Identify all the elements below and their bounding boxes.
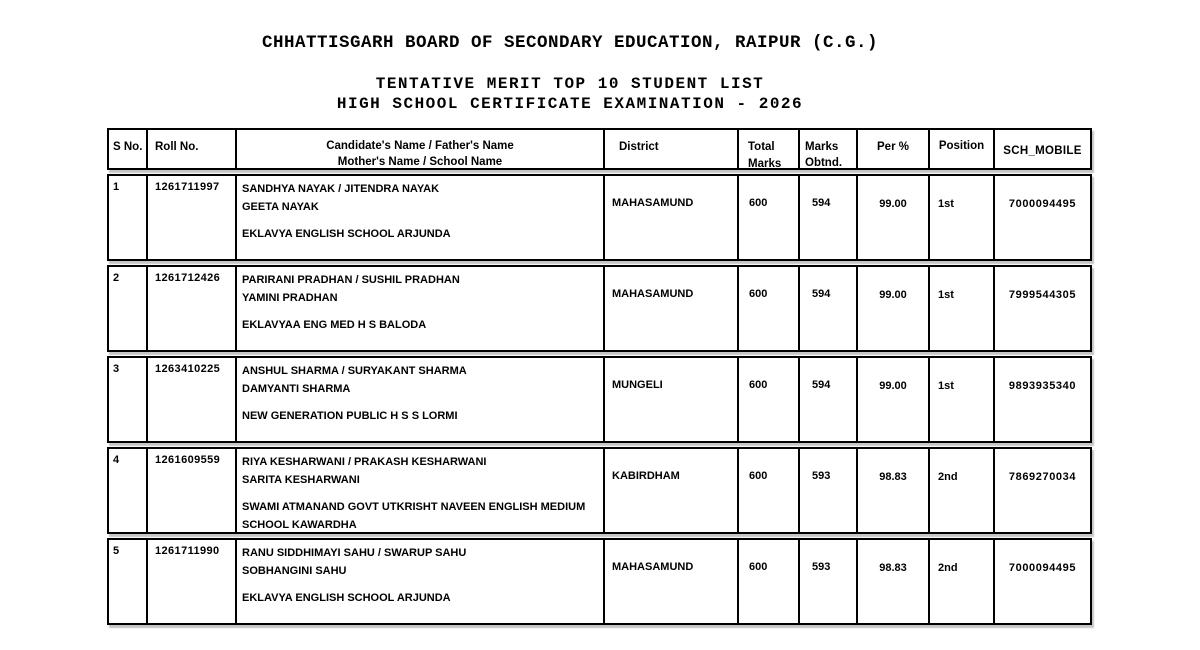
cell-sno: 5 (113, 545, 120, 557)
cell-sno: 3 (113, 363, 120, 375)
cell-district: MUNGELI (603, 358, 737, 441)
table-row (107, 356, 1092, 443)
cell-roll-no: 1261711997 (146, 176, 235, 259)
cell-percent: 98.83 (856, 449, 928, 532)
candidate-father-name: RANU SIDDHIMAYI SAHU / SWARUP SAHU (242, 547, 467, 559)
document-headings (0, 0, 1140, 114)
cell-total-marks: 600 (737, 449, 798, 532)
cell-district: MAHASAMUND (603, 176, 737, 259)
cell-position: 2nd (928, 449, 993, 532)
col-header-sno: S No. (113, 141, 143, 153)
cell-marks-obtained: 594 (798, 267, 856, 350)
cell-district: MAHASAMUND (603, 540, 737, 623)
subtitle-line-2: HIGH SCHOOL CERTIFICATE EXAMINATION - 2026 (336, 95, 804, 113)
cell-total-marks: 600 (737, 358, 798, 441)
col-header-total-marks: Total Marks (737, 130, 798, 168)
school-name: EKLAVYA ENGLISH SCHOOL ARJUNDA (242, 228, 451, 240)
cell-candidate-details (235, 449, 603, 532)
mother-name: GEETA NAYAK (242, 200, 319, 213)
cell-sno: 1 (113, 181, 120, 193)
col-header-name-line2: Mother's Name / School Name (337, 156, 503, 168)
cell-percent: 98.83 (856, 540, 928, 623)
mother-name: SARITA KESHARWANI (242, 473, 360, 486)
table-row (107, 174, 1092, 261)
board-title: CHHATTISGARH BOARD OF SECONDARY EDUCATION, RAIPUR (C.G.) (261, 33, 879, 53)
cell-roll-no: 1261711990 (146, 540, 235, 623)
school-name: SWAMI ATMANAND GOVT UTKRISHT NAVEEN ENGLISH MEDIUM SCHOOL KAWARDHA (242, 501, 586, 531)
cell-total-marks: 600 (737, 267, 798, 350)
col-header-name-line1: Candidate's Name / Father's Name (326, 140, 514, 152)
mother-name: YAMINI PRADHAN (242, 291, 338, 304)
cell-candidate-details (235, 540, 603, 623)
cell-sch-mobile: 7999544305 (993, 267, 1090, 350)
col-header-sch-mobile: SCH_MOBILE (993, 130, 1090, 168)
cell-total-marks: 600 (737, 176, 798, 259)
col-header-name (235, 130, 603, 168)
cell-candidate-details (235, 358, 603, 441)
cell-district: MAHASAMUND (603, 267, 737, 350)
cell-percent: 99.00 (856, 176, 928, 259)
cell-position: 1st (928, 176, 993, 259)
table-header-row (107, 128, 1092, 170)
cell-percent: 99.00 (856, 267, 928, 350)
merit-table (107, 128, 1092, 629)
cell-marks-obtained: 593 (798, 540, 856, 623)
cell-marks-obtained: 594 (798, 358, 856, 441)
col-header-percent: Per % (856, 130, 928, 168)
table-row (107, 265, 1092, 352)
cell-position: 1st (928, 358, 993, 441)
cell-sno: 4 (113, 454, 120, 466)
cell-total-marks: 600 (737, 540, 798, 623)
mother-name: SOBHANGINI SAHU (242, 564, 347, 577)
cell-candidate-details (235, 176, 603, 259)
col-header-district: District (603, 130, 737, 168)
cell-roll-no: 1261712426 (146, 267, 235, 350)
cell-sch-mobile: 7000094495 (993, 540, 1090, 623)
table-row (107, 538, 1092, 625)
cell-roll-no: 1263410225 (146, 358, 235, 441)
cell-marks-obtained: 593 (798, 449, 856, 532)
col-header-position: Position (928, 130, 993, 168)
cell-sch-mobile: 7869270034 (993, 449, 1090, 532)
table-row (107, 447, 1092, 534)
cell-sch-mobile: 9893935340 (993, 358, 1090, 441)
col-header-roll: Roll No. (146, 130, 235, 168)
cell-roll-no: 1261609559 (146, 449, 235, 532)
cell-position: 1st (928, 267, 993, 350)
col-header-marks-obtained: Marks Obtnd. (798, 130, 856, 168)
cell-marks-obtained: 594 (798, 176, 856, 259)
school-name: EKLAVYAA ENG MED H S BALODA (242, 319, 427, 331)
cell-sno: 2 (113, 272, 120, 284)
candidate-father-name: PARIRANI PRADHAN / SUSHIL PRADHAN (242, 274, 460, 286)
school-name: EKLAVYA ENGLISH SCHOOL ARJUNDA (242, 592, 451, 604)
cell-sch-mobile: 7000094495 (993, 176, 1090, 259)
cell-position: 2nd (928, 540, 993, 623)
document-subtitle (0, 74, 1140, 114)
candidate-father-name: SANDHYA NAYAK / JITENDRA NAYAK (242, 183, 440, 195)
subtitle-line-1: TENTATIVE MERIT TOP 10 STUDENT LIST (375, 75, 765, 93)
candidate-father-name: ANSHUL SHARMA / SURYAKANT SHARMA (242, 365, 467, 377)
mother-name: DAMYANTI SHARMA (242, 382, 351, 395)
cell-district: KABIRDHAM (603, 449, 737, 532)
cell-candidate-details (235, 267, 603, 350)
candidate-father-name: RIYA KESHARWANI / PRAKASH KESHARWANI (242, 456, 487, 468)
school-name: NEW GENERATION PUBLIC H S S LORMI (242, 410, 458, 422)
cell-percent: 99.00 (856, 358, 928, 441)
